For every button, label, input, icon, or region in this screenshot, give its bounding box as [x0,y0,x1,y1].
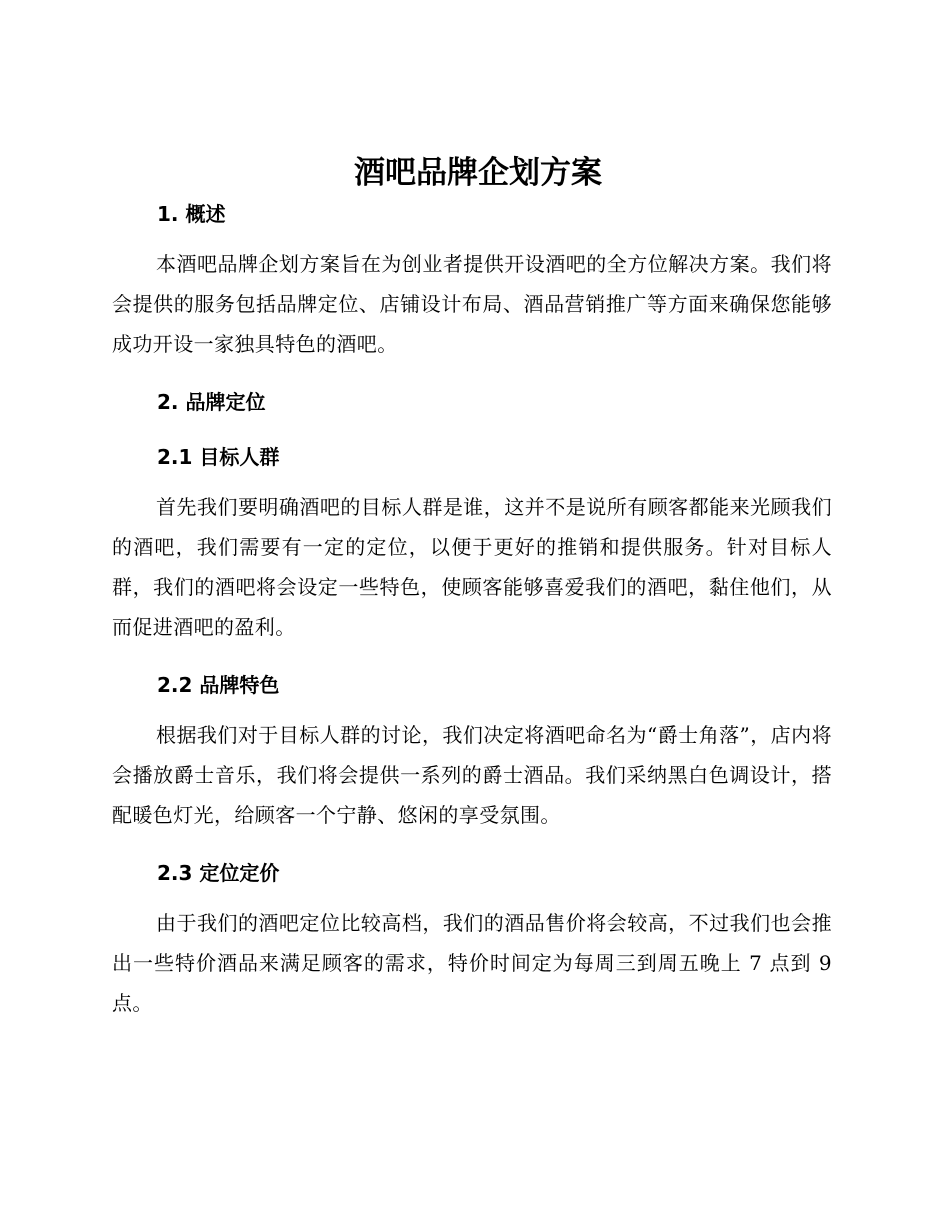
subsection-heading-brand-features: 2.2 品牌特色 [157,673,280,697]
document-title: 酒吧品牌企划方案 [354,155,602,191]
paragraph-pricing: 由于我们的酒吧定位比较高档，我们的酒品售价将会较高，不过我们也会推出一些特价酒品来满足顾客的需求，特价时间定为每周三到周五晚上 7 点到 9 点。 [112,911,832,1015]
paragraph-overview: 本酒吧品牌企划方案旨在为创业者提供开设酒吧的全方位解决方案。我们将会提供的服务包括品牌定位、店铺设计布局、酒品营销推广等方面来确保您能够成功开设一家独具特色的酒吧。 [112,252,832,356]
document-body [112,150,832,1023]
paragraph-target-audience: 首先我们要明确酒吧的目标人群是谁，这并不是说所有顾客都能来光顾我们的酒吧，我们需要有一定的定位，以便于更好的推销和提供服务。针对目标人群，我们的酒吧将会设定一些特色，使顾客能够喜爱我们的酒吧，黏住他们，从而促进酒吧的盈利。 [112,495,832,639]
subsection-heading-target-audience: 2.1 目标人群 [157,445,280,469]
section-heading-brand-positioning: 2. 品牌定位 [157,390,266,414]
section-heading-overview: 1. 概述 [157,202,226,226]
subsection-heading-pricing: 2.3 定位定价 [157,861,280,885]
paragraph-brand-features: 根据我们对于目标人群的讨论，我们决定将酒吧命名为“爵士角落”，店内将会播放爵士音乐，我们将会提供一系列的爵士酒品。我们采纳黑白色调设计，搭配暖色灯光，给顾客一个宁静、悠闲的享受氛围。 [112,723,832,827]
